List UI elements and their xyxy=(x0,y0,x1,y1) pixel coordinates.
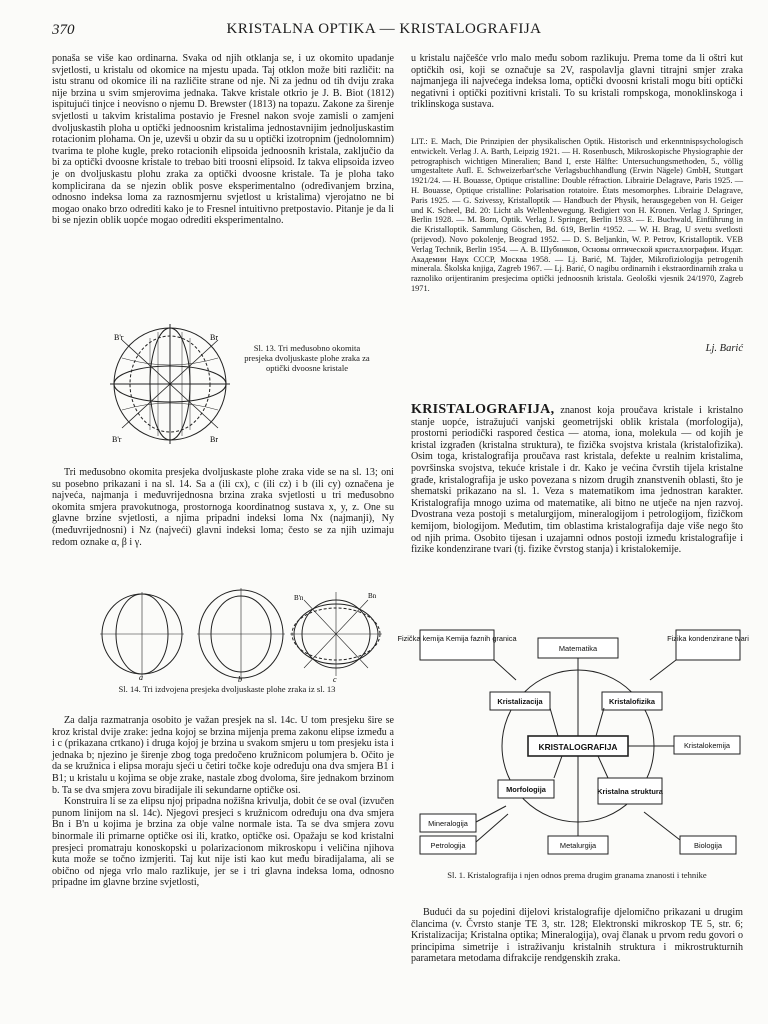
fig14-label-bn-prime: B'n xyxy=(294,594,304,602)
paragraph: Tri međusobno okomita presjeka dvoljuskaste plohe zraka vide se na sl. 13; oni su posebno prikazani i na sl. 14. Sa a (ili cx), c (ili cz) i b (ili cy) označena je najveća, najmanja i međuvrijednosna brzina zraka svjetlosti u tri međusobno okomita smjera pravokutnoga, prostornoga koordinatnog sustava x, y, z. One su glavne brzine svjetlosti, a njima pripadni indeksi loma Nx (najmanji), Ny (međuvrijednosni) i Nz (najveći) glavni indeksi loma; često se za njih uzimaju redom oznake α, β i γ. xyxy=(52,467,394,548)
figure-1-caption: Sl. 1. Kristalografija i njen odnos prema drugim granama znanosti i tehnike xyxy=(447,870,707,880)
figure-1-diagram xyxy=(397,628,749,860)
fig13-label-br4: Br xyxy=(210,435,218,444)
diagram-center: KRISTALOGRAFIJA xyxy=(538,742,618,752)
diagram-inner-2: Morfologija xyxy=(506,785,546,794)
fig13-label-br1: B'r xyxy=(114,333,124,342)
left-column-mid-text xyxy=(52,467,394,548)
fig13-label-br3: B'r xyxy=(112,435,122,444)
figure-14-caption: Sl. 14. Tri izdvojena presjeka dvoljuskaste plohe zraka iz sl. 13 xyxy=(118,684,336,694)
headword: KRISTALOGRAFIJA, xyxy=(411,402,555,417)
literature-list: LIT.: E. Mach, Die Prinzipien der physikalischen Optik. Historisch und erkenntnispsychologisch entwickelt. Verlag J. A. Barth, Leipzig 1921. — H. Rosenbusch, Mikroskopische Physiographie der petrographisch wichtigen Mineralien; Band I, erste Hälfte: Untersuchungsmethoden, 5., völlig umgestaltete Aufl. E. Schweizerbart'sche Verlagsbuchhandlung (Erwin Nägele) GmbH, Stuttgart 1921/24. — H. Bouasse, Optique cristalline: Double réfraction. Librairie Delagrave, Paris 1925. — H. Bouasse, Optique cristalline: Polarisation rotatoire. États mesomorphes. Librairie Delagrave, Paris 1925. — G. Szivessy, Kristalloptik — Handbuch der Physik, herausgegeben von H. Geiger und K. Scheel, Bd. 20: Licht als Wellenbewegung. Redigiert von H. Kronen. Verlag J. Springer, Berlin 1928. — M. Born, Optik. Verlag J. Springer, Berlin 1933. — E. Buchwald, Einführung in die Kristalloptik. Sammlung Göschen, Bd. 619, Berlin ⁴1952. — W. H. Brag, U svetu svetlosti (prijevod). Novo pokolenje, Beograd 1952. — D. S. Beljankin, W. P. Petrov, Kristalloptik. VEB Verlag Technik, Berlin 1954. — A. B. Шубников, Основы оптической кристаллографии. Издат. Академии Наук СССР, Москва 1958. — Lj. Barić, M. Tajder, Mikrofiziologija petrogenih minerala. Školska knjiga, Zagreb 1967. — Lj. Barić, O nagibu ordinarnih i ekstraordinarnih zraka u raznoliko orijentiranim presjecima optički jednoosnih kristala. Geološki vjesnik 24/1970, Zagreb 1971. xyxy=(411,137,743,293)
fig14-label-c: c xyxy=(333,675,337,684)
diagram-inner-3: Kristalna struktura xyxy=(597,787,663,796)
diagram-outer-0: Fizička kemija Kemija faznih granica xyxy=(397,634,517,643)
diagram-outer-6: Metalurgija xyxy=(559,841,597,850)
figure-13-caption: Sl. 13. Tri međusobno okomita presjeka dvoljuskaste plohe zraka za optički dvoosne kristale xyxy=(244,343,370,373)
figure-13-ellipsoid-sections xyxy=(102,318,242,448)
left-column-top-text xyxy=(52,53,394,227)
diagram-outer-2: Fizika kondenzirane tvari xyxy=(667,634,749,643)
page-number: 370 xyxy=(52,22,75,38)
right-column-bottom-text xyxy=(411,907,743,965)
running-title: KRISTALNA OPTIKA — KRISTALOGRAFIJA xyxy=(226,21,542,37)
diagram-outer-4: Mineralogija xyxy=(428,819,468,828)
kristalografija-entry xyxy=(411,404,743,556)
diagram-inner-0: Kristalizacija xyxy=(497,697,543,706)
figure-14-three-sections xyxy=(96,586,386,682)
paragraph: Konstruira li se za elipsu njoj pripadna nožišna krivulja, dobit će se oval (izvučen punom linijom na sl. 14c). Njegovi presjeci s kružnicom određuju ona dva smjera Bn i B'n u kojima je brzina za obje valne normale ista. Ta se dva smjera zovu binormale ili primarne optičke osi ili, kratko, optičke osi. Opažaju se kod kristalni presjeci promatraju konoskopski u polarizacionom mikroskopu i veličina njihova kuta može se točno izmjeriti. Taj kut nije isti kao kut među biradijalama, ali se obično od njega vrlo malo razlikuje, jer se i tri glavna indeksa loma, odnosno pripadne im glavne brzine svjetlosti, xyxy=(52,796,394,889)
diagram-outer-3: Kristalokemija xyxy=(683,741,731,750)
fig14-label-b: b xyxy=(238,675,242,684)
paragraph: Za dalja razmatranja osobito je važan presjek na sl. 14c. U tom presjeku šire se kroz kristal dvije zrake: jedna kojoj se brzina mijenja prema zakonu elipse između a i c (prikazana crtkano) i druga kojoj je brzina u svakom smjeru u tom presjeku ista i jednaka b; njezino je širenje zbog toga predočeno kružnicom polumjera b. Očito je da se kružnica i elipsa moraju sjeći u četiri točke koje određuju ona dva smjera B1 i B1; u kristalu u kojima se obje zrake, nastale zbog dvoloma, šire jednakom brzinom b. Ta se dva smjera zovu biradijale ili sekundarne optičke osi. xyxy=(52,715,394,796)
fig14-label-a: a xyxy=(139,673,143,682)
author-signature: Lj. Barić xyxy=(705,343,743,354)
fig14-label-bn: Bn xyxy=(368,592,377,600)
fig13-label-br2: Br xyxy=(210,333,218,342)
diagram-outer-7: Biologija xyxy=(694,841,722,850)
paragraph: Budući da su pojedini dijelovi kristalografije djelomično prikazani u drugim člancima (v. Čvrsto stanje TE 3, str. 128; Elektronski mikroskop TE 5, str. 6; Kristalizacija; Kristalna optika; Mineralogija), ovaj članak u prvom redu govori o principima simetrije i istraživanju kristalnih struktura i mikrostrukturnih parametara metodama difrakcije rendgenskih zraka. xyxy=(411,907,743,965)
paragraph: ponaša se više kao ordinarna. Svaka od njih otklanja se, i uz okomito upadanje svjetlosti, u kristalu od okomice na mjestu upada. Taj otklon može biti različit: na istu stranu od okomice ili na različite strane od nje. Ni za jednu od tih dviju zraka nije brzina u svim smjerovima jednaka. Takve kristale otkrio je J. B. Biot (1812) ispitujući tinjce i neovisno o njemu D. Brewster (1813) na topazu. Zakone za širenje svjetlosti u takvim kristalima postavio je Fresnel nakon svoje zamisli o zamjeni dvoljuskastih ploha u optički jednoosnim kristalima jednostavnijim jednoljuskastim rotacionim plohama. On je, uzevši u obzir da su u optički izotropnim (jednolomnim) tvarima te plohe kugle, preko rotacionih elipsoida jednoosnih kristala, zaključio da bi za optički dvoosne kristale to trebao biti troosni elipsoid. Iz takva elipsoida izveo je on dvoljuskastu plohu zraka za optički dvoosne kristale. Ta je ploha tako komplicirana da se njezin oblik posve eksperimentalno (određivanjem brzina, odnosno indeksa loma za raznosmjernu svjetlost u kristalima) vjerojatno ne bi mogao onako brzo odrediti kako je to Fresnel intuitivno pretpostavio. Pitanje je da li bi se njezin oblik uopće mogao odrediti eksperimentalno. xyxy=(52,53,394,227)
right-column-top-text xyxy=(411,53,743,111)
paragraph: u kristalu najčešće vrlo malo među sobom razlikuju. Prema tome da li oštri kut optičkih osi, koji se označuje sa 2V, raspolavlja glavni titrajni smjer zraka najmanjega ili najvećega indeksa loma, optički dvoosni kristali mogu biti optički negativni i optički pozitivni kristali. To su kristali rompskoga, monoklinskoga i triklinskoga sustava. xyxy=(411,53,743,111)
diagram-inner-1: Kristalofizika xyxy=(608,697,656,706)
left-column-bottom-text xyxy=(52,715,394,889)
diagram-outer-5: Petrologija xyxy=(430,841,466,850)
diagram-outer-1: Matematika xyxy=(558,644,598,653)
entry-text: znanost koja proučava kristale i kristalno stanje uopće, istražujući vanjski geometrijski oblik kristala (morfologija), prostorni periodički raspored čestica — atoma, iona, molekula — od kojih je kristal izgrađen (kristalna struktura), te fizička svojstva kristala (kristalofizika). Osim toga, kristalografija proučava rast kristala, defekte u realnim kristalima, površinska svojstva, tekuće kristale i dr. Kako je većina čvrstih tijela kristalne građe, kristalografija je usko povezana s nizom drugih znanstvenih oblasti, što je shematski prikazano na sl. 1. Veza s matematikom ima jednostran karakter. Kristalografija mnogo uzima od matematike, ali bitno ne utječe na njen razvoj. Dvostrana veza postoji s metalurgijom, mineralogijom i petrologijom, fizičkom kemijom, biologijom. Međutim, tim oblastima kristalografija daje više nego što od njih prima. Osobito tijesan i uzajamni odnos postoji između kristalografije i fizike kondenzirane tvari (tj. fizike čvrstog stanja) i kristalokemije. xyxy=(411,405,744,556)
